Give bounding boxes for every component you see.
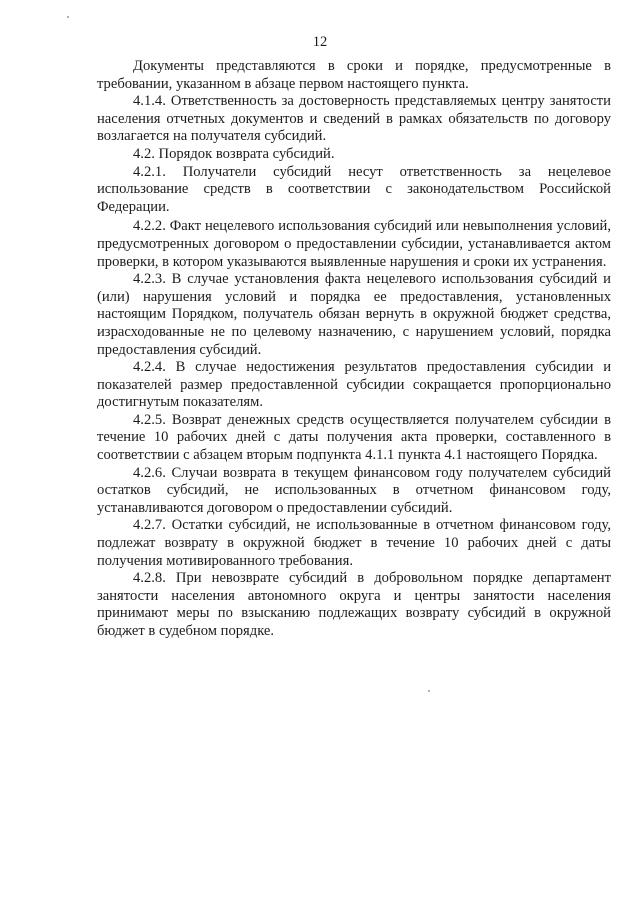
- section-heading-4-2: 4.2. Порядок возврата субсидий.: [133, 145, 335, 162]
- paragraph-4-2-4: 4.2.4. В случае недостижения результатов предоставления субсидии и показателей размер предоставленной субсидии сокращается пропорционально достигнутым показателям.: [97, 359, 611, 411]
- page-number: 12: [312, 34, 328, 50]
- paragraph-4-2-5: 4.2.5. Возврат денежных средств осуществляется получателем субсидии в течение 10 рабочих дней с даты получения акта проверки, составленного в соответствии с абзацем вторым подпункта 4.1.1 пункта 4.1 настоящего Порядка.: [97, 411, 611, 464]
- paragraph-4-2-8: 4.2.8. При невозврате субсидий в добровольном порядке департамент занятости населения автономного округа и центры занятости населения принимают меры по взысканию подлежащих возврату субсидий в окружной бюджет в судебном порядке.: [97, 570, 611, 639]
- paragraph-4-2-7: 4.2.7. Остатки субсидий, не использованные в отчетном финансовом году, подлежат возврату в окружной бюджет в течение 10 рабочих дней с даты получения мотивированного требования.: [97, 517, 611, 569]
- paragraph-documents-terms: Документы представляются в сроки и порядке, предусмотренные в требовании, указанном в абзаце первом настоящего пункта.: [97, 58, 611, 92]
- scan-speck: [428, 690, 430, 692]
- paragraph-4-2-6: 4.2.6. Случаи возврата в текущем финансовом году получателем субсидий остатков субсидий, не использованных в отчетном финансовом году, устанавливаются договором о предоставлении субсидий.: [97, 464, 611, 516]
- document-body: [97, 58, 611, 641]
- paragraph-4-2-3: 4.2.3. В случае установления факта нецелевого использования субсидий и (или) нарушения условий и порядка ее предоставления, установленных настоящим Порядком, получатель обязан вернуть в окружной бюджет средства, израсходованные не по целевому назначению, с нарушением условий, порядка предоставления субсидий.: [97, 271, 611, 358]
- paragraph-4-2-2: 4.2.2. Факт нецелевого использования субсидий или невыполнения условий, предусмотренных договором о предоставлении субсидии, устанавливается актом проверки, в котором указываются выявленные нарушения и сроки их устранения.: [97, 218, 611, 270]
- paragraph-4-2-1: 4.2.1. Получатели субсидий несут ответственность за нецелевое использование средств в соответствии с законодательством Российской Федерации.: [97, 163, 611, 215]
- paragraph-4-1-4: 4.1.4. Ответственность за достоверность представляемых центру занятости населения отчетных документов и сведений в рамках обязательств по договору возлагается на получателя субсидий.: [97, 93, 611, 145]
- scan-speck: [67, 16, 69, 18]
